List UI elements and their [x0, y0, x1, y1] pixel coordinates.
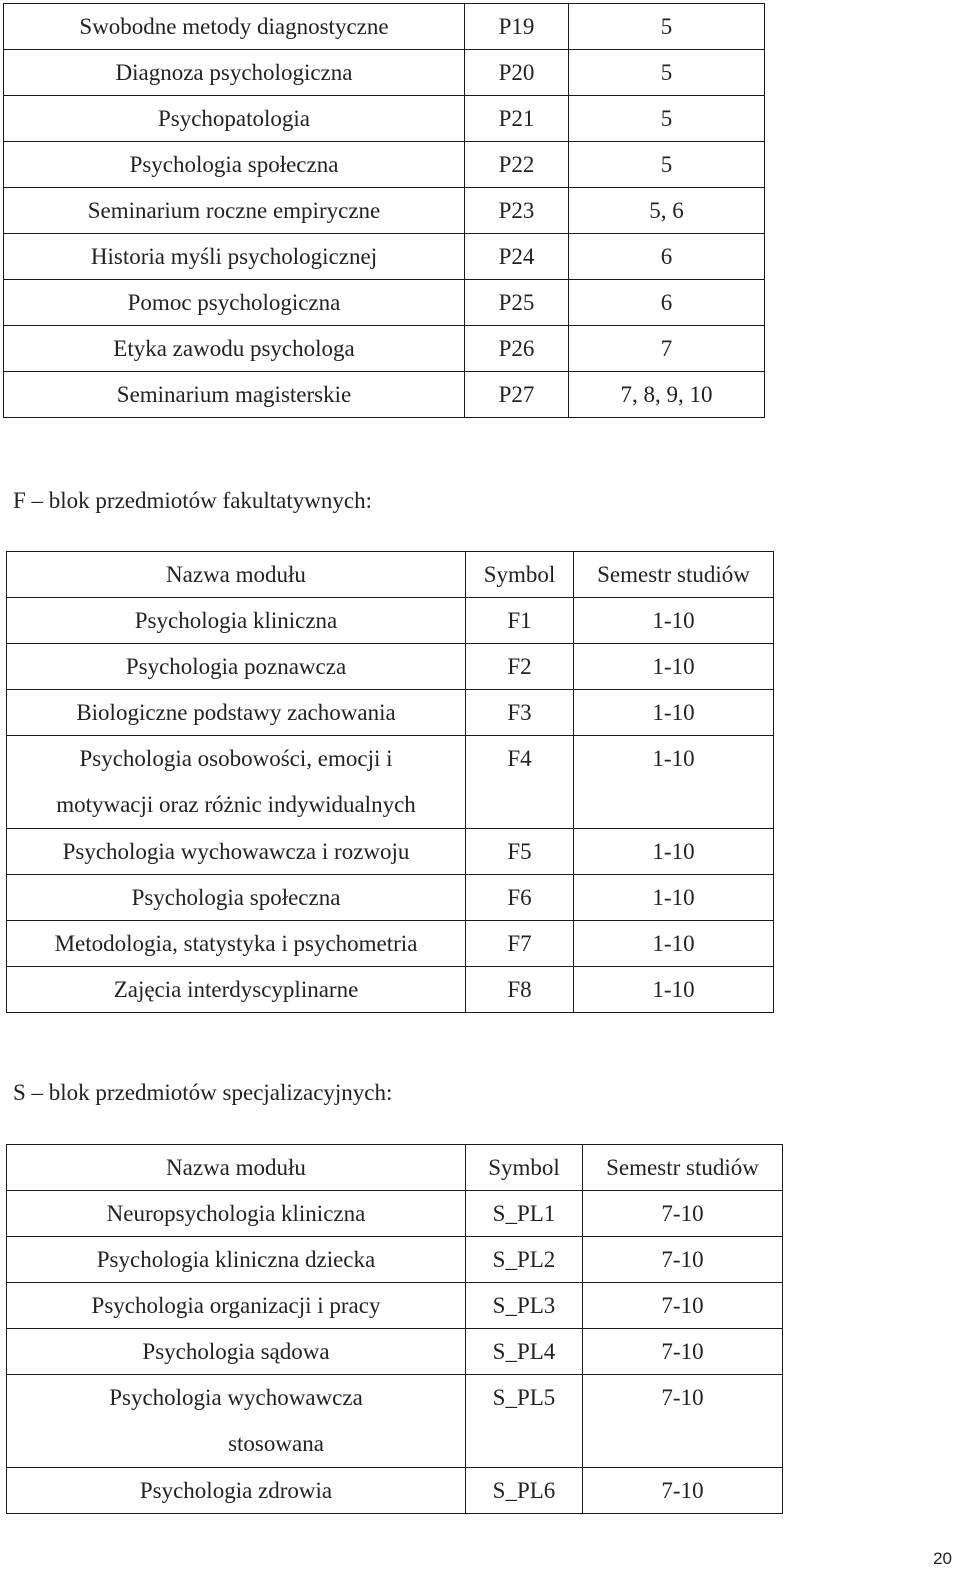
table-header-row [7, 1145, 783, 1191]
module-symbol: P19 [465, 4, 569, 50]
module-name: Etyka zawodu psychologa [4, 326, 465, 372]
module-semester: 7, 8, 9, 10 [569, 372, 765, 418]
module-name: Biologiczne podstawy zachowania [7, 690, 466, 736]
module-symbol: S_PL1 [466, 1191, 583, 1237]
module-symbol: S_PL5 [466, 1375, 583, 1468]
module-name: Metodologia, statystyka i psychometria [7, 921, 466, 967]
module-symbol: P21 [465, 96, 569, 142]
table-row [7, 967, 774, 1013]
module-symbol: P27 [465, 372, 569, 418]
module-name: Psychologia poznawcza [7, 644, 466, 690]
module-name: Seminarium magisterskie [4, 372, 465, 418]
table-row [4, 372, 765, 418]
table-row [7, 921, 774, 967]
header-semester: Semestr studiów [583, 1145, 783, 1191]
module-semester: 5, 6 [569, 188, 765, 234]
header-symbol: Symbol [466, 1145, 583, 1191]
table-row [4, 280, 765, 326]
header-module-name: Nazwa modułu [7, 1145, 466, 1191]
module-symbol: S_PL2 [466, 1237, 583, 1283]
module-symbol: P25 [465, 280, 569, 326]
module-name-line: Psychologia osobowości, emocji i [79, 746, 393, 771]
module-symbol: F4 [466, 736, 574, 829]
table-row [4, 188, 765, 234]
table-row [4, 96, 765, 142]
module-symbol: F3 [466, 690, 574, 736]
module-semester: 7 [569, 326, 765, 372]
module-name: Psychologia wychowawcza i rozwoju [7, 829, 466, 875]
module-name: Swobodne metody diagnostyczne [4, 4, 465, 50]
module-symbol: F2 [466, 644, 574, 690]
module-name: Psychologia organizacji i pracy [7, 1283, 466, 1329]
module-semester: 1-10 [574, 921, 774, 967]
module-name: Psychologia kliniczna dziecka [7, 1237, 466, 1283]
elective-modules-table [6, 551, 774, 1013]
table-row [7, 1237, 783, 1283]
module-semester: 6 [569, 234, 765, 280]
module-semester: 1-10 [574, 644, 774, 690]
module-semester: 1-10 [574, 875, 774, 921]
module-semester: 1-10 [574, 967, 774, 1013]
module-symbol: P22 [465, 142, 569, 188]
module-symbol: P23 [465, 188, 569, 234]
table-row [7, 690, 774, 736]
table-row [7, 1283, 783, 1329]
module-name: Neuropsychologia kliniczna [7, 1191, 466, 1237]
module-symbol: S_PL4 [466, 1329, 583, 1375]
module-symbol: P24 [465, 234, 569, 280]
section-f-heading: F – blok przedmiotów fakultatywnych: [13, 488, 372, 513]
core-modules-table [3, 3, 765, 418]
module-symbol: F6 [466, 875, 574, 921]
module-semester: 7-10 [583, 1375, 783, 1468]
table-row [7, 829, 774, 875]
module-semester: 5 [569, 4, 765, 50]
module-name-line: motywacji oraz różnic indywidualnych [56, 792, 416, 817]
table-row [7, 875, 774, 921]
module-name: Psychologia zdrowia [7, 1468, 466, 1514]
table-row [4, 326, 765, 372]
table-row [7, 598, 774, 644]
section-s-heading: S – blok przedmiotów specjalizacyjnych: [13, 1080, 393, 1105]
table-row [7, 644, 774, 690]
module-symbol: F7 [466, 921, 574, 967]
table-row [7, 736, 774, 829]
module-semester: 1-10 [574, 829, 774, 875]
module-name [7, 736, 466, 829]
module-name-line: stosowana [228, 1431, 324, 1456]
module-symbol: S_PL6 [466, 1468, 583, 1514]
module-name: Psychologia społeczna [7, 875, 466, 921]
module-symbol: S_PL3 [466, 1283, 583, 1329]
page-number: 20 [933, 1549, 952, 1568]
table-row [7, 1468, 783, 1514]
table-row [7, 1329, 783, 1375]
module-semester: 7-10 [583, 1329, 783, 1375]
table-row [4, 234, 765, 280]
header-module-name: Nazwa modułu [7, 552, 466, 598]
header-symbol: Symbol [466, 552, 574, 598]
module-semester: 1-10 [574, 736, 774, 829]
table-header-row [7, 552, 774, 598]
module-name: Pomoc psychologiczna [4, 280, 465, 326]
module-name-line: Psychologia wychowawcza [109, 1385, 363, 1410]
module-semester: 5 [569, 96, 765, 142]
module-name: Psychopatologia [4, 96, 465, 142]
module-symbol: P26 [465, 326, 569, 372]
module-symbol: F1 [466, 598, 574, 644]
module-name: Psychologia społeczna [4, 142, 465, 188]
module-semester: 7-10 [583, 1191, 783, 1237]
module-semester: 7-10 [583, 1283, 783, 1329]
module-name: Psychologia kliniczna [7, 598, 466, 644]
module-semester: 7-10 [583, 1468, 783, 1514]
module-symbol: F5 [466, 829, 574, 875]
module-semester: 6 [569, 280, 765, 326]
module-semester: 1-10 [574, 598, 774, 644]
table-row [4, 4, 765, 50]
module-symbol: F8 [466, 967, 574, 1013]
header-semester: Semestr studiów [574, 552, 774, 598]
module-semester: 5 [569, 50, 765, 96]
table-row [7, 1191, 783, 1237]
table-row [4, 50, 765, 96]
module-name: Psychologia sądowa [7, 1329, 466, 1375]
module-semester: 7-10 [583, 1237, 783, 1283]
table-row [4, 142, 765, 188]
module-name: Diagnoza psychologiczna [4, 50, 465, 96]
module-symbol: P20 [465, 50, 569, 96]
module-name: Zajęcia interdyscyplinarne [7, 967, 466, 1013]
module-semester: 5 [569, 142, 765, 188]
module-name: Historia myśli psychologicznej [4, 234, 465, 280]
table-row [7, 1375, 783, 1468]
specialization-modules-table [6, 1144, 783, 1514]
module-semester: 1-10 [574, 690, 774, 736]
module-name: Seminarium roczne empiryczne [4, 188, 465, 234]
module-name [7, 1375, 466, 1468]
